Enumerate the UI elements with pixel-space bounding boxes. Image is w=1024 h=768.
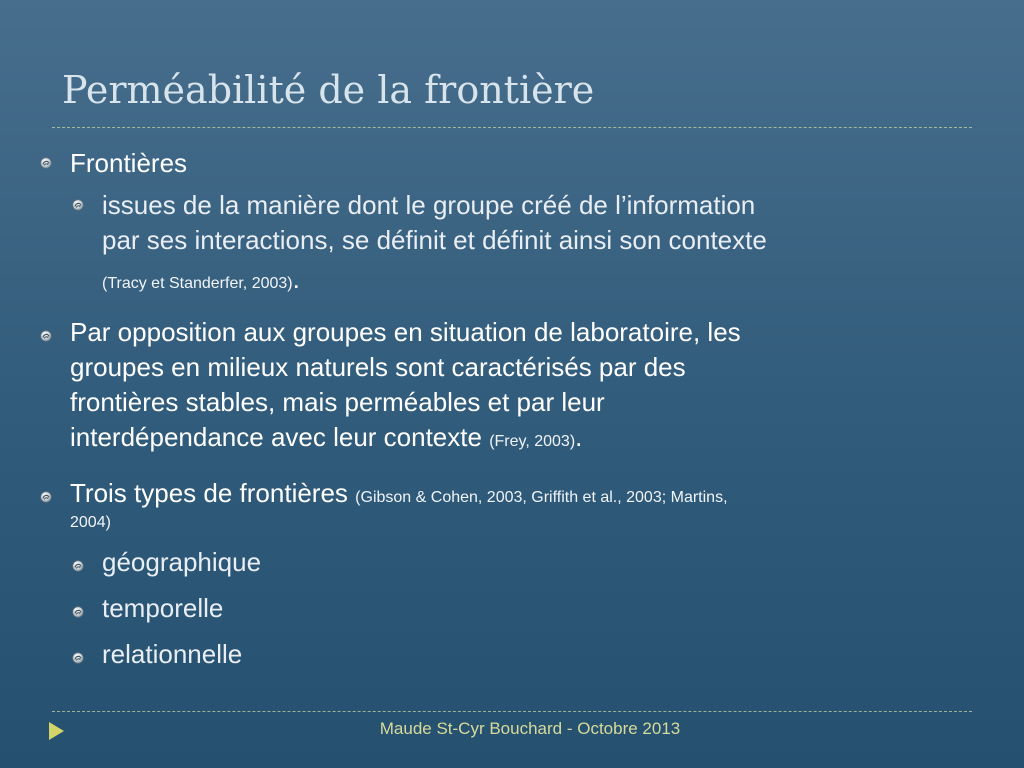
bullet-opposition-line4 xyxy=(70,421,582,458)
sub-bullet-issues-citation xyxy=(102,264,300,295)
citation-frey: (Frey, 2003) xyxy=(489,433,576,450)
sub-bullet-issues-line2: par ses interactions, se définit et définit ainsi son contexte xyxy=(102,225,767,255)
footer-text: Maude St-Cyr Bouchard - Octobre 2013 xyxy=(379,719,681,738)
footer-divider xyxy=(52,711,972,712)
bullet-opposition-line3: frontières stables, mais perméables et par leur xyxy=(70,387,605,417)
slide-title: Perméabilité de la frontière xyxy=(62,68,595,112)
sentence-end: . xyxy=(292,264,300,294)
footer xyxy=(0,719,1024,739)
sub-bullet-relationnelle: relationnelle xyxy=(102,639,243,669)
bullet-frontieres: Frontières xyxy=(70,148,188,178)
swirl-bullet-icon xyxy=(72,560,84,572)
citation-gibson: (Gibson & Cohen, 2003, Griffith et al., 2003; Martins, xyxy=(355,489,728,506)
sub-bullet-geographique: géographique xyxy=(102,547,262,577)
citation-gibson-cont: 2004) xyxy=(70,514,111,531)
swirl-bullet-icon xyxy=(40,330,52,342)
swirl-bullet-icon xyxy=(40,491,52,503)
swirl-bullet-icon xyxy=(40,157,52,169)
swirl-bullet-icon xyxy=(72,652,84,664)
swirl-bullet-icon xyxy=(72,199,84,211)
bullet-opposition-line2: groupes en milieux naturels sont caractérisés par des xyxy=(70,352,686,382)
sub-bullet-issues-line1: issues de la manière dont le groupe créé de l’information xyxy=(102,190,756,220)
bullet-opposition-line1: Par opposition aux groupes en situation de laboratoire, les xyxy=(70,317,741,347)
bullet-types-label: Trois types de frontières xyxy=(70,478,348,508)
citation-tracy: (Tracy et Standerfer, 2003) xyxy=(102,275,293,292)
sentence-end: . xyxy=(575,422,583,452)
swirl-bullet-icon xyxy=(72,606,84,618)
bullet-types-line1 xyxy=(70,477,728,514)
bullet-opposition-text: interdépendance avec leur contexte xyxy=(70,422,482,452)
title-divider xyxy=(52,127,972,128)
sub-bullet-temporelle: temporelle xyxy=(102,593,224,623)
